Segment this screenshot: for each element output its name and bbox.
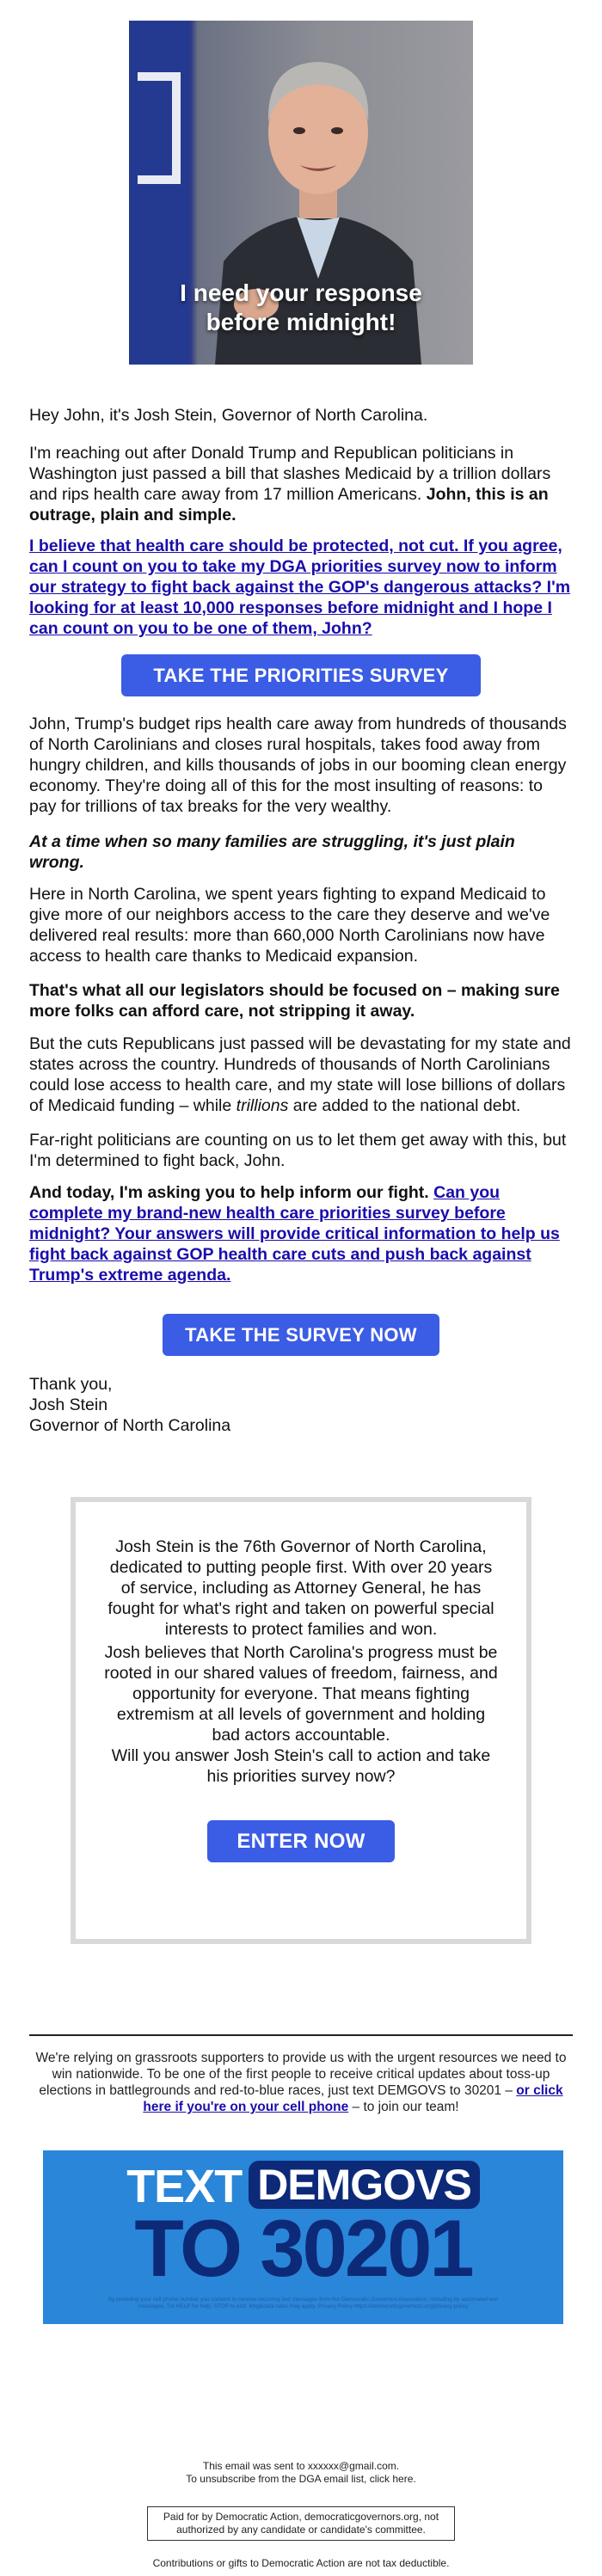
take-priorities-survey-button[interactable]: TAKE THE PRIORITIES SURVEY xyxy=(121,654,481,696)
paid-for-box: Paid for by Democratic Action, democraticgovernors.org, not authorized by any candidate or candidate's committee. xyxy=(147,2506,455,2541)
paragraph-intro: I'm reaching out after Donald Trump and Republican politicians in Washington just passed a bill that slashes Medicaid by a trillion dollars and rips health care away from 17 million Americans. John, this is an outrage, plain and simple. xyxy=(29,444,551,524)
paragraph-ask: And today, I'm asking you to help inform our fight. Can you complete my brand-new health care priorities survey before midnight? Your answers will provide critical information to help us fight back against GOP health care cuts and push back against Trump's extreme agenda. xyxy=(29,1183,560,1285)
survey-link-1 xyxy=(29,536,573,639)
sent-to-text: This email was sent to xxxxxx@gmail.com. xyxy=(202,2460,400,2472)
banner-keyword: DEMGOVS xyxy=(249,2161,480,2209)
bio-box xyxy=(71,1497,531,1944)
grassroots-text: We're relying on grassroots supporters to provide us with the urgent resources we need to win nationwide. To be one of the first people to receive critical updates about toss-up elections in battlegrounds and red-to-blue races, just text DEMGOVS to 30201 – or click here if you're on your cell phone – to join our team! xyxy=(35,2051,567,2114)
tax-disclaimer: Contributions or gifts to Democratic Action are not tax deductible. xyxy=(152,2557,450,2569)
paragraph-budget: John, Trump's budget rips health care away from hundreds of thousands of North Carolinians and closes rural hospitals, takes food away from hungry children, and kills thousands of jobs in our booming clean energy economy. They're doing all of this for the most insulting of reasons: to pay for trillions of tax breaks for the very wealthy. xyxy=(29,715,567,816)
paragraph-cuts: But the cuts Republicans just passed will be devastating for my state and states across the country. Hundreds of thousands of North Carolinians could lose access to health care, and my state will lose billions of dollars of Medicaid funding – while trillions are added to the national debt. xyxy=(29,1034,571,1115)
bio-call-to-action: Will you answer Josh Stein's call to action and take his priorities survey now? xyxy=(111,1746,491,1786)
divider xyxy=(29,2034,573,2036)
hero-caption: I need your response before midnight! xyxy=(180,279,422,335)
paragraph-legislators: That's what all our legislators should be focused on – making sure more folks can afford care, not stripping it away. xyxy=(29,981,560,1021)
bio-paragraph-1: Josh Stein is the 76th Governor of North Carolina, dedicated to putting people first. With over 20 years of service, including as Attorney General, he has fought for what's right and taken on powerful special interests to protect families and won. xyxy=(108,1537,494,1639)
banner-text-label: TEXT xyxy=(126,2161,243,2212)
banner-number: TO 30201 xyxy=(134,2203,472,2293)
hero-image[interactable] xyxy=(129,21,473,365)
paragraph-medicaid-expansion: Here in North Carolina, we spent years fighting to expand Medicaid to give more of our neighbors access to the care they deserve and we've delivered real results: more than 660,000 North Carolinians now have access to health care thanks to Medicaid expansion. xyxy=(29,885,550,966)
enter-now-button[interactable]: ENTER NOW xyxy=(207,1820,395,1862)
take-survey-now-button[interactable]: TAKE THE SURVEY NOW xyxy=(163,1314,439,1356)
banner-fine-print: By providing your cell phone number you consent to receive recurring text messages from the Democratic Governors Association, including by automated text messages. Txt HELP for help, STOP to end. Msg&data rates may apply. Privacy Policy https://democraticgovernors.org/privacy-policy xyxy=(108,2297,499,2309)
greeting: Hey John, it's Josh Stein, Governor of North Carolina. xyxy=(29,406,428,425)
paragraph-struggling: At a time when so many families are struggling, it's just plain wrong. xyxy=(29,832,515,872)
cell-phone-link[interactable]: or click here if you're on your cell phone xyxy=(143,2083,563,2114)
bio-paragraph-2: Josh believes that North Carolina's progress must be rooted in our shared values of freedom, fairness, and opportunity for everyone. That means fighting extremism at all levels of government and holding bad actors accountable. xyxy=(104,1643,498,1745)
survey-link[interactable]: I believe that health care should be protected, not cut. If you agree, can I count on you to take my DGA priorities survey now to inform our strategy to fight back against the GOP's dangerous attacks? I'm looking for at least 10,000 responses before midnight and I hope I can count on you to be one of them, John? xyxy=(29,537,571,638)
survey-link-2[interactable]: Can you complete my brand-new health care priorities survey before midnight? Your answers will provide critical information to help us fight back against GOP health care cuts and push back against Trump's extreme agenda. xyxy=(29,1183,560,1285)
footer-info xyxy=(0,2460,602,2486)
text-demgovs-banner[interactable] xyxy=(43,2150,563,2324)
paragraph-far-right: Far-right politicians are counting on us to let them get away with this, but I'm determined to fight back, John. xyxy=(29,1131,567,1170)
signature: Thank you, Josh Stein Governor of North Carolina xyxy=(29,1375,231,1435)
unsubscribe-link[interactable]: To unsubscribe from the DGA email list, click here. xyxy=(186,2473,416,2485)
